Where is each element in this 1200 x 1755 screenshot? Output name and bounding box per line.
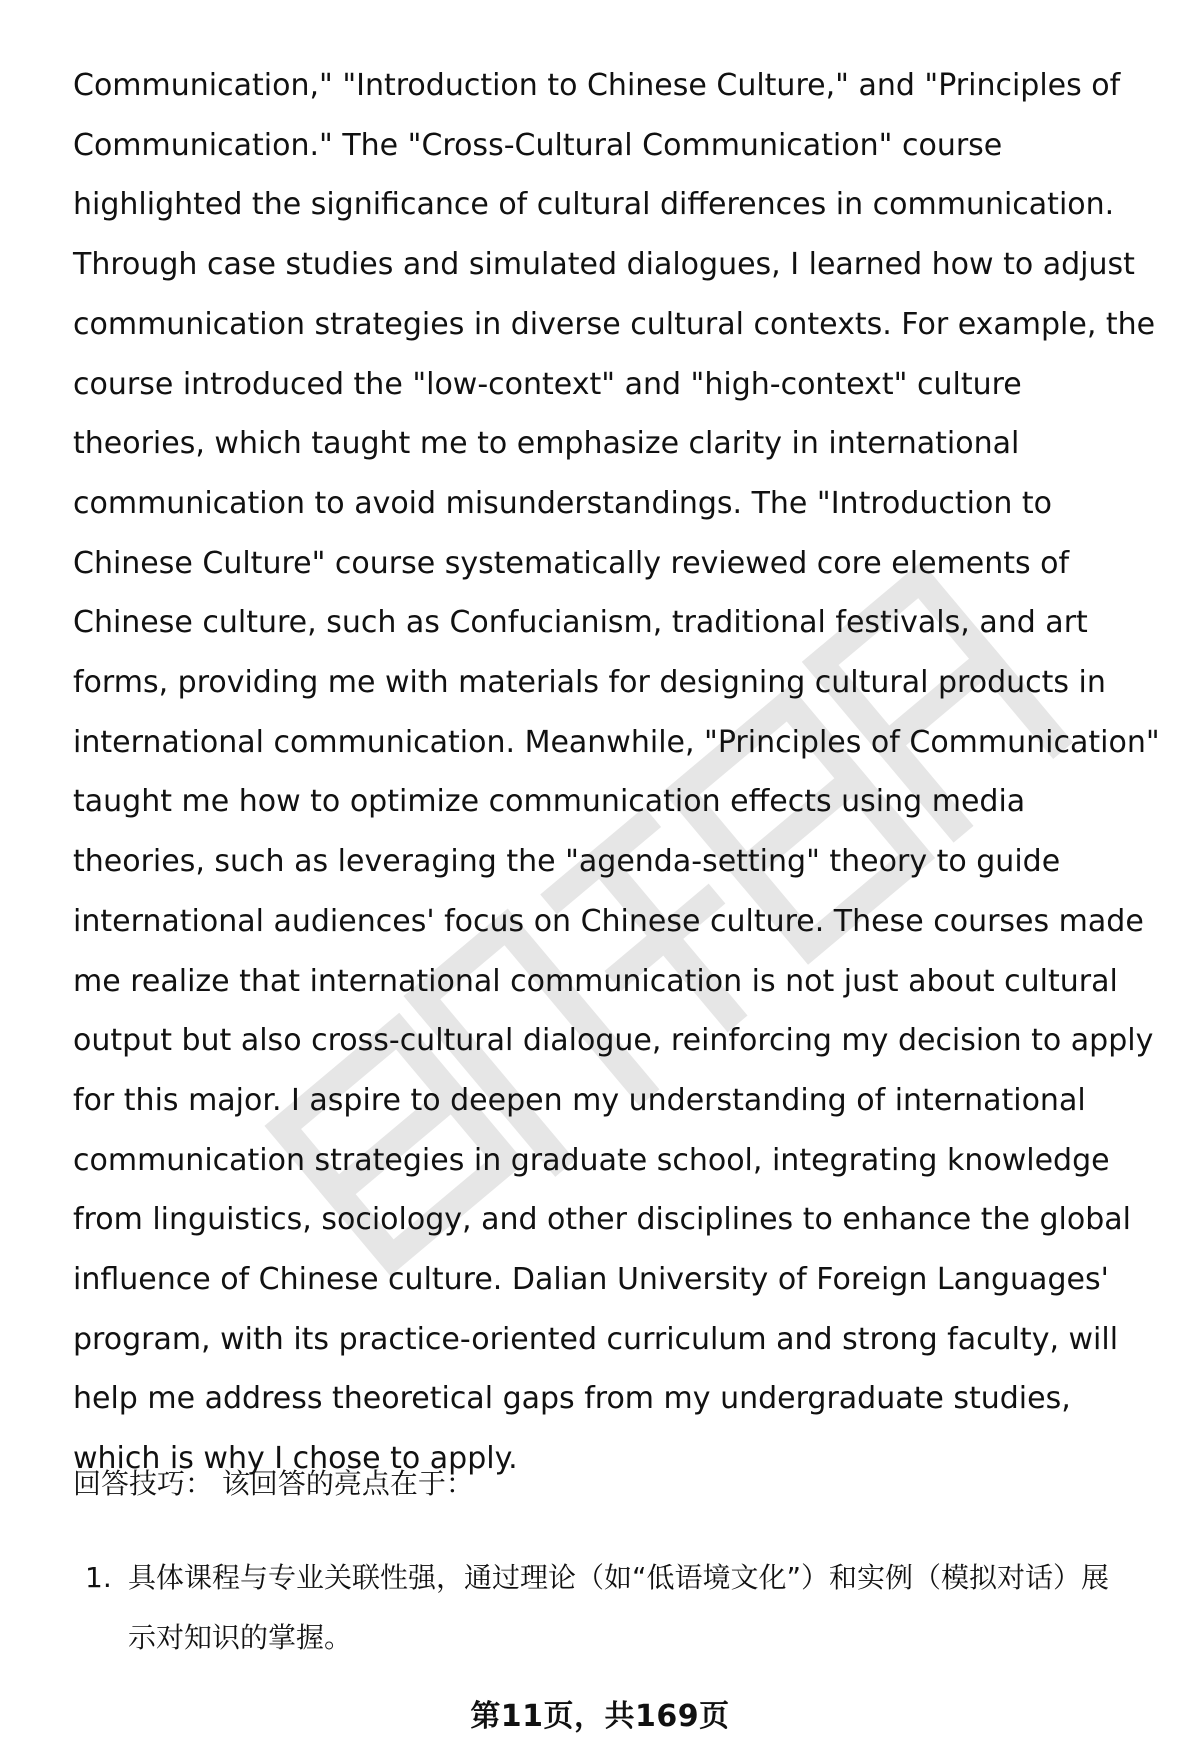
answer-tips-label: 回答技巧： 该回答的亮点在于：: [73, 1467, 474, 1500]
list-item-text: 具体课程与专业关联性强，通过理论（如“低语境文化”）和实例（模拟对话）展示对知识的掌握。: [128, 1561, 1110, 1654]
page-number-footer: 第11页，共169页: [470, 1699, 730, 1734]
tips-list: [73, 1548, 1123, 1668]
body-paragraph: Communication," "Introduction to Chinese Culture," and "Principles of Communication." The "Cross-Cultural Communication" course highlighted the significance of cultural differences in communication. Through case studies and simulated dialogues, I learned how to adjust communication strategies in diverse cultural contexts. For example, the course introduced the "low-context" and "high-context" culture theories, which taught me to emphasize clarity in international communication to avoid misunderstandings. The "Introduction to Chinese Culture" course systematically reviewed core elements of Chinese culture, such as Confucianism, traditional festivals, and art forms, providing me with materials for designing cultural products in international communication. Meanwhile, "Principles of Communication" taught me how to optimize communication effects using media theories, such as leveraging the "agenda-setting" theory to guide international audiences' focus on Chinese culture. These courses made me realize that international communication is not just about cultural output but also cross-cultural dialogue, reinforcing my decision to apply for this major. I aspire to deepen my understanding of international communication strategies in graduate school, integrating knowledge from linguistics, sociology, and other disciplines to enhance the global influence of Chinese culture. Dalian University of Foreign Languages' program, with its practice-oriented curriculum and strong faculty, will help me address theoretical gaps from my undergraduate studies, which is why I chose to apply.: [73, 68, 1160, 1477]
list-item-number: 1.: [85, 1561, 112, 1594]
list-item: [73, 1548, 1123, 1668]
